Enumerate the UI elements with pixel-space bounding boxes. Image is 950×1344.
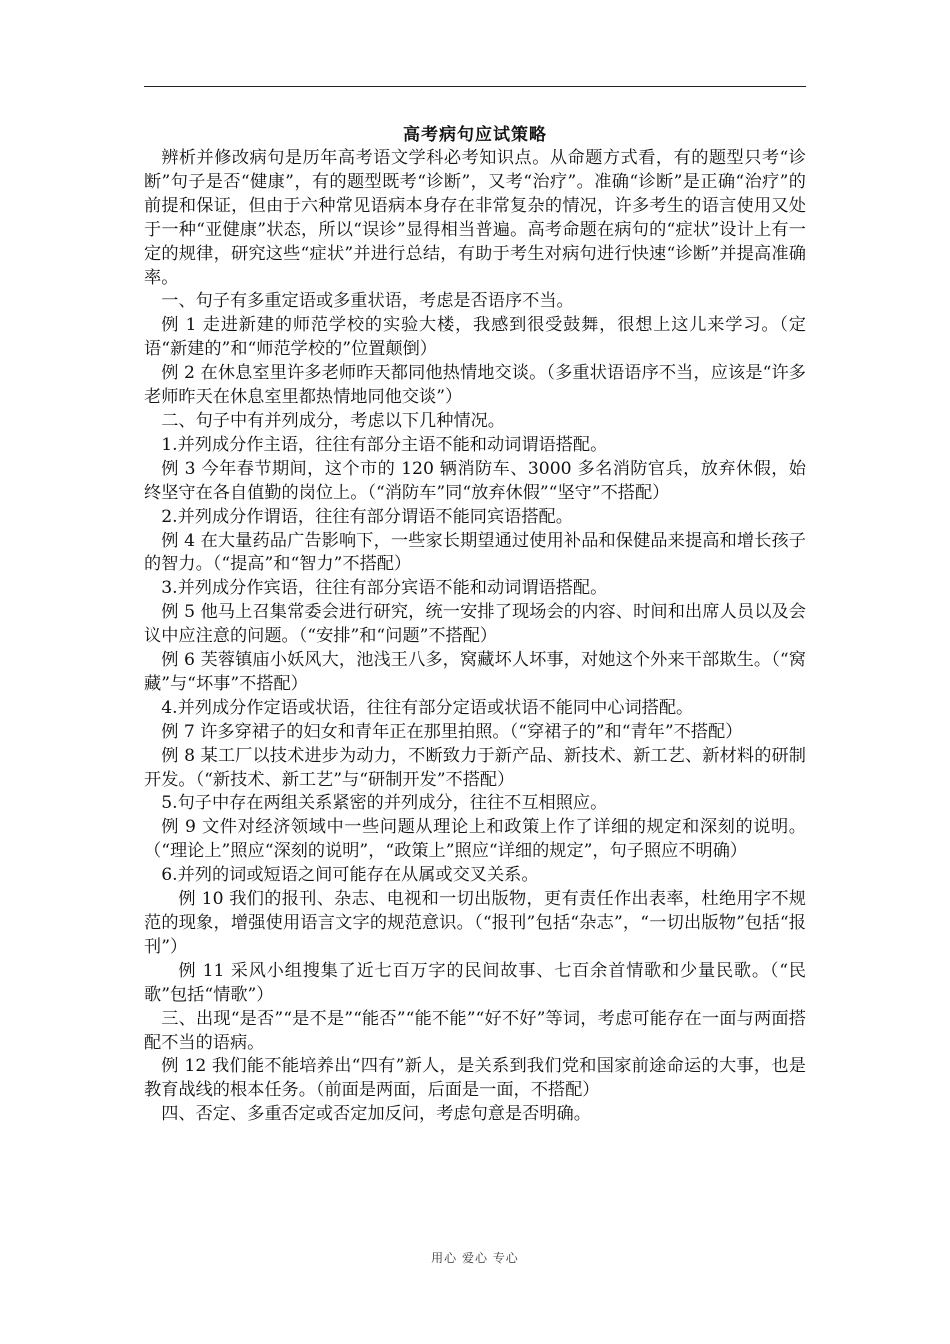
paragraph-example-7: 例 7 许多穿裙子的妇女和青年正在那里拍照。（“穿裙子的”和“青年”不搭配） bbox=[161, 721, 743, 742]
paragraph-example-1: 例 1 走进新建的师范学校的实验大楼，我感到很受鼓舞，很想上这儿来学习。（定语“新建的”和“师范学校的”位置颠倒） bbox=[144, 315, 806, 360]
paragraph-example-2: 例 2 在休息室里许多老师昨天都同他热情地交谈。（多重状语语序不当，应该是“许多老师昨天在休息室里都热情地同他交谈”） bbox=[144, 363, 806, 408]
paragraph-intro: 辨析并修改病句是历年高考语文学科必考知识点。从命题方式看，有的题型只考“诊断”句子是否“健康”，有的题型既考“诊断”，又考“治疗”。准确“诊断”是正确“治疗”的前提和保证，但由于六种常见语病本身存在非常复杂的情况，许多考生的语言使用又处于一种“亚健康”状态，所以“误诊”显得相当普遍。高考命题在病句的“症状”设计上有一定的规律，研究这些“症状”并进行总结，有助于考生对病句进行快速“诊断”并提高准确率。 bbox=[144, 148, 806, 288]
paragraph-section-2: 二、句子中有并列成分，考虑以下几种情况。 bbox=[161, 410, 505, 431]
paragraph-point-6: 6.并列的词或短语之间可能存在从属或交叉关系。 bbox=[161, 865, 539, 886]
paragraph-section-4: 四、否定、多重否定或否定加反问，考虑句意是否明确。 bbox=[161, 1104, 591, 1125]
header-rule bbox=[144, 86, 806, 87]
paragraph-section-1: 一、句子有多重定语或多重状语，考虑是否语序不当。 bbox=[161, 291, 574, 312]
paragraph-section-3: 三、出现“是否”“是不是”“能否”“能不能”“好不好”等词，考虑可能存在一面与两面搭配不当的语病。 bbox=[144, 1008, 806, 1053]
paragraph-point-2: 2.并列成分作谓语，往往有部分谓语不能同宾语搭配。 bbox=[161, 506, 573, 527]
document-title: 高考病句应试策略 bbox=[403, 125, 547, 145]
paragraph-example-3: 例 3 今年春节期间，这个市的 120 辆消防车、3000 多名消防官兵，放弃休假，始终坚守在各自值勤的岗位上。（“消防车”同“放弃休假”“坚守”不搭配） bbox=[144, 458, 806, 503]
paragraph-example-10: 例 10 我们的报刊、杂志、电视和一切出版物，更有责任作出表率，杜绝用字不规范的现象，增强使用语言文字的规范意识。（“报刊”包括“杂志”，“一切出版物”包括“报刊”） bbox=[144, 889, 806, 957]
paragraph-point-5: 5.句子中存在两组关系紧密的并列成分，往往不互相照应。 bbox=[161, 793, 608, 814]
paragraph-example-9: 例 9 文件对经济领域中一些问题从理论上和政策上作了详细的规定和深刻的说明。（“理论上”照应“深刻的说明”，“政策上”照应“详细的规定”，句子照应不明确） bbox=[144, 817, 806, 862]
document-body bbox=[144, 147, 806, 1127]
paragraph-point-4: 4.并列成分作定语或状语，往往有部分定语或状语不能同中心词搭配。 bbox=[161, 697, 694, 718]
paragraph-example-8: 例 8 某工厂以技术进步为动力，不断致力于新产品、新技术、新工艺、新材料的研制开发。（“新技术、新工艺”与“研制开发”不搭配） bbox=[144, 745, 806, 790]
paragraph-example-4: 例 4 在大量药品广告影响下，一些家长期望通过使用补品和保健品来提高和增长孩子的智力。（“提高”和“智力”不搭配） bbox=[144, 530, 806, 575]
paragraph-point-3: 3.并列成分作宾语，往往有部分宾语不能和动词谓语搭配。 bbox=[161, 578, 608, 599]
paragraph-point-1: 1.并列成分作主语，往往有部分主语不能和动词谓语搭配。 bbox=[161, 434, 608, 455]
paragraph-example-6: 例 6 芙蓉镇庙小妖风大，池浅王八多，窝藏坏人坏事，对她这个外来干部欺生。（“窝藏”与“坏事”不搭配） bbox=[144, 650, 806, 694]
paragraph-example-11: 例 11 采风小组搜集了近七百万字的民间故事、七百余首情歌和少量民歌。（“民歌”包括“情歌”） bbox=[144, 960, 806, 1005]
page-footer: 用心 爱心 专心 bbox=[431, 1251, 519, 1265]
paragraph-example-5: 例 5 他马上召集常委会进行研究，统一安排了现场会的内容、时间和出席人员以及会议中应注意的问题。（“安排”和“问题”不搭配） bbox=[144, 602, 806, 647]
paragraph-example-12: 例 12 我们能不能培养出“四有”新人，是关系到我们党和国家前途命运的大事，也是教育战线的根本任务。（前面是两面，后面是一面，不搭配） bbox=[144, 1056, 806, 1101]
